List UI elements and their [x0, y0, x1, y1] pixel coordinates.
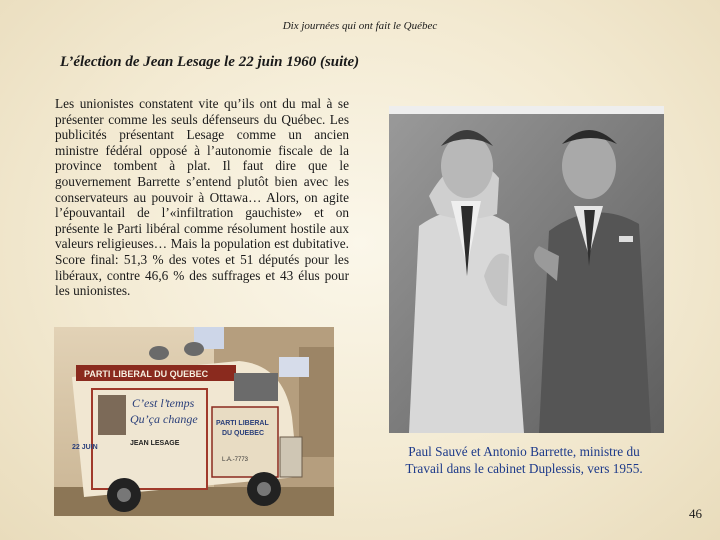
photo-two-men — [389, 106, 664, 433]
van-roof-sign: PARTI LIBERAL DU QUEBEC — [84, 369, 209, 379]
van-slogan-line-2: Qu’ça change — [130, 412, 198, 426]
photo-caption: Paul Sauvé et Antonio Barrette, ministre du Travail dans le cabinet Duplessis, vers 1955. — [405, 444, 643, 476]
page-title: L’élection de Jean Lesage le 22 juin 1960 (suite) — [60, 54, 360, 70]
van-door-line-2: DU QUEBEC — [222, 430, 265, 437]
van-door-line-1: PARTI LIBERAL — [216, 420, 269, 427]
van-plate: L.A.-7773 — [222, 457, 249, 463]
van-slogan-line-1: C’est l’temps — [132, 396, 195, 410]
van-candidate-name: JEAN LESAGE — [130, 440, 180, 447]
page-number: 46 — [689, 506, 702, 521]
body-paragraph: Les unionistes constatent vite qu’ils ont du mal à se présenter comme les seuls défenseurs du Québec. Les publicités présentant Lesage comme un ancien ministre fédéral opposé à l’autonomie fiscale de la province tombent à plat. Il faut dire que le gouvernement Barrette s’entend plutôt bien avec les conservateurs au pouvoir à Ottawa… Alors, on agite l’épouvantail de l’«infiltration gauchiste» et on présente le Parti libéral comme résolument hostile aux valeurs religieuses… Mais la population est dubitative. Score final: 51,3 % des votes et 51 députés pour les libéraux, contre 46,6 % des suffrages et 43 élus pour les unionistes. — [55, 96, 349, 299]
running-header: Dix journées qui ont fait le Québec — [282, 20, 438, 32]
van-date: 22 JUIN — [72, 444, 98, 451]
photo-campaign-van — [54, 327, 334, 516]
